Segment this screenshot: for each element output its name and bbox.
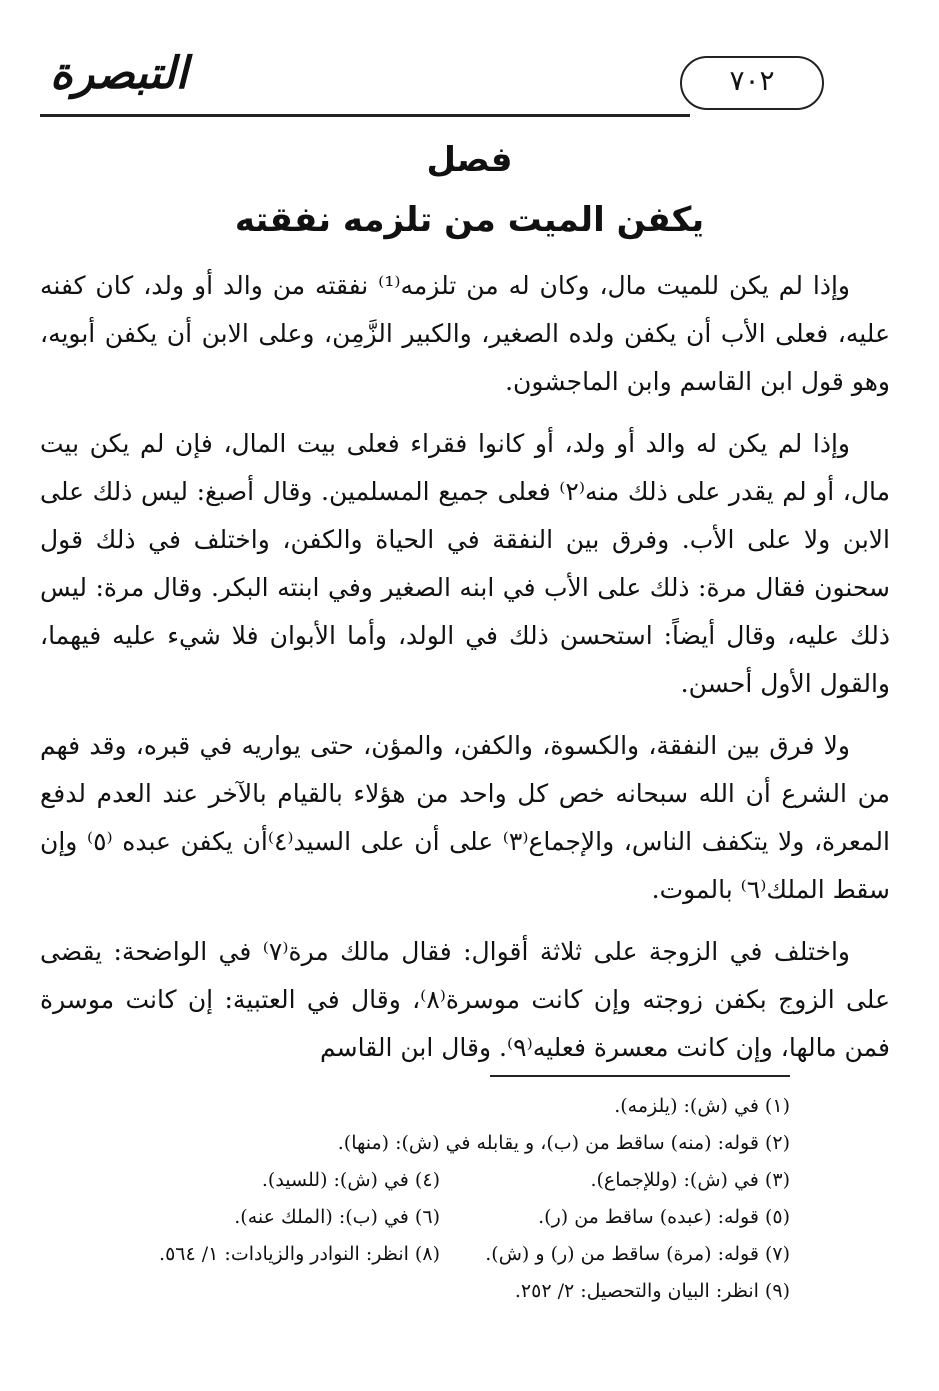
paragraph: وإذا لم يكن له والد أو ولد، أو كانوا فقراء فعلى بيت المال، فإن لم يكن بيت مال، أو لم يقدر على ذلك منه⁽٢⁾ فعلى جميع المسلمين. وقال أصبغ: ليس ذلك على الابن ولا على الأب. وفرق بين النفقة في الحياة والكفن، واختلف في ذلك قول سحنون فقال مرة: ذلك على الأب في ابنه الصغير وفي ابنته البكر. وقال مرة: ليس ذلك عليه، وقال أيضاً: استحسن ذلك في الولد، وأما الأبوان فلا شيء عليه فيهما، والقول الأول أحسن. xyxy=(40,429,890,698)
footnote: (١) في (ش): (يلزمه). xyxy=(614,1095,790,1117)
footnote: (٥) قوله: (عبده) ساقط من (ر). xyxy=(538,1206,790,1228)
header-divider xyxy=(40,114,690,117)
footnote: (٩) انظر: البيان والتحصيل: ٢/ ٢٥٢. xyxy=(514,1280,790,1302)
footnote-divider xyxy=(490,1075,790,1077)
page-number: ٧٠٢ xyxy=(729,64,775,97)
footnote: (٦) في (ب): (الملك عنه). xyxy=(234,1206,440,1228)
paragraph: واختلف في الزوجة على ثلاثة أقوال: فقال مالك مرة⁽٧⁾ في الواضحة: يقضى على الزوج بكفن زوجته وإن كانت موسرة⁽٨⁾، وقال في العتبية: إن كانت موسرة فمن مالها، وإن كانت معسرة فعليه⁽٩⁾. وقال ابن القاسم xyxy=(40,937,890,1062)
paragraph: ولا فرق بين النفقة، والكسوة، والكفن، والمؤن، حتى يواريه في قبره، وقد فهم من الشرع أن الله سبحانه خص كل واحد من هؤلاء بالقيام بالآخر عند العدم لدفع المعرة، ولا يتكفف الناس، والإجماع⁽٣⁾ على أن على السيد⁽٤⁾أن يكفن عبده ⁽٥⁾ وإن سقط الملك⁽٦⁾ بالموت. xyxy=(40,731,890,904)
paragraph: وإذا لم يكن للميت مال، وكان له من تلزمه⁽¹⁾ نفقته من والد أو ولد، كان كفنه عليه، فعلى الأب أن يكفن ولده الصغير، والكبير الزَّمِن، وعلى الابن أن يكفن أبويه، وهو قول ابن القاسم وابن الماجشون. xyxy=(40,271,890,396)
footnote: (٧) قوله: (مرة) ساقط من (ر) و (ش). xyxy=(485,1243,790,1265)
body-text xyxy=(40,262,890,1086)
page-number-badge xyxy=(680,56,824,110)
book-title: التبصرة xyxy=(50,48,188,99)
chapter-title: يكفن الميت من تلزمه نفقته xyxy=(234,200,705,240)
page-header xyxy=(40,44,800,122)
footnotes xyxy=(90,1088,790,1310)
footnote: (٤) في (ش): (للسيد). xyxy=(261,1169,440,1191)
section-title: فصل xyxy=(426,140,513,180)
footnote: (٨) انظر: النوادر والزيادات: ١/ ٥٦٤. xyxy=(159,1243,440,1265)
footnote: (٢) قوله: (منه) ساقط من (ب)، و يقابله في (ش): (منها). xyxy=(337,1132,790,1154)
footnote: (٣) في (ش): (وللإجماع). xyxy=(590,1169,790,1191)
